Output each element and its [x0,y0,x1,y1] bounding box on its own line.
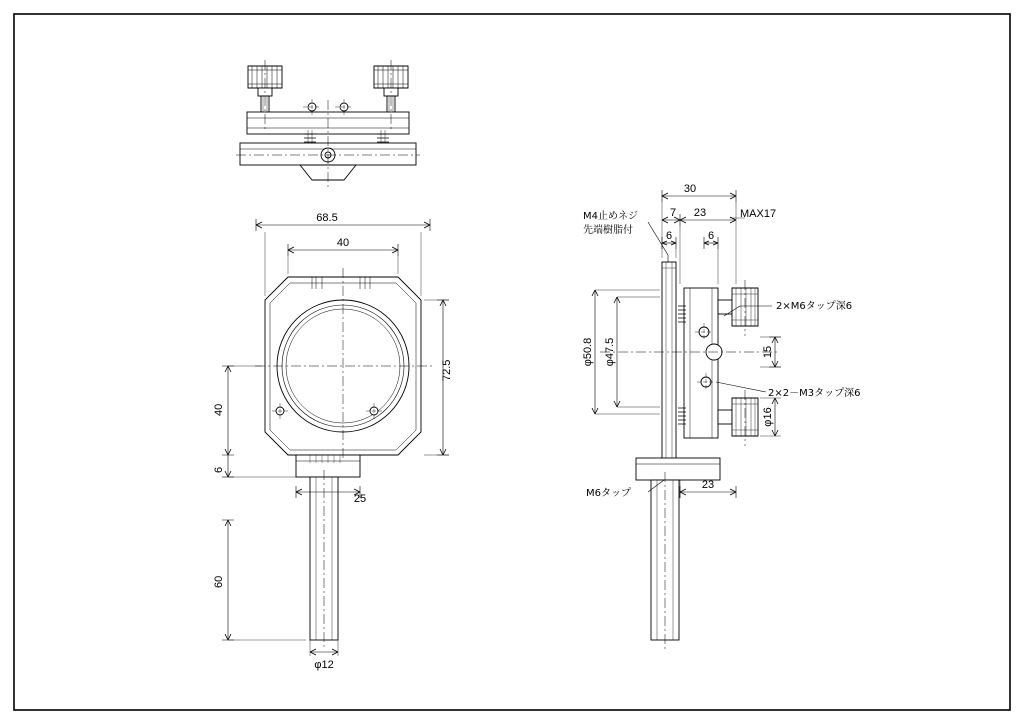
front-view-post-block [296,455,360,477]
note-m4-set-screw-line1: M4止めネジ [583,211,638,222]
dim-plate-thickness-left: 6 [665,230,673,242]
dim-knob-diameter: φ16 [762,407,774,427]
dim-depth-body: 23 [693,207,707,219]
dim-max-travel: MAX17 [740,208,777,220]
dim-height-overall: 72.5 [441,359,453,381]
note-m4-set-screw-line2: 先端樹脂付 [583,225,633,236]
dim-width-inner: 40 [336,237,350,249]
dim-plate-thickness-right: 6 [707,230,715,242]
dim-bolt-circle-outer: φ50.8 [582,337,594,367]
dim-post-length: 60 [213,575,225,588]
sheet-border [14,14,1010,710]
dim-depth-overall: 30 [683,183,697,195]
note-m6-tap: M6タップ [586,488,631,499]
dim-post-offset: 6 [213,466,225,473]
dim-post-block-width: 25 [353,493,367,505]
dim-post-diameter: φ12 [314,659,334,671]
note-m3-tap-2x2: 2×2－M3タップ深6 [768,388,861,399]
side-view-base-block [636,458,720,480]
note-m6-tap-2x: 2×M6タップ深6 [776,301,853,312]
side-view-body [684,288,718,438]
dim-base-depth: 23 [701,479,715,491]
dim-height-inner: 40 [213,403,225,416]
side-view-front-plate [662,262,676,472]
dim-knob-spacing: 15 [762,345,774,359]
dim-width-overall: 68.5 [316,212,338,224]
dim-depth-plate: 7 [669,207,677,219]
dim-bolt-circle-inner: φ47.5 [604,337,616,367]
